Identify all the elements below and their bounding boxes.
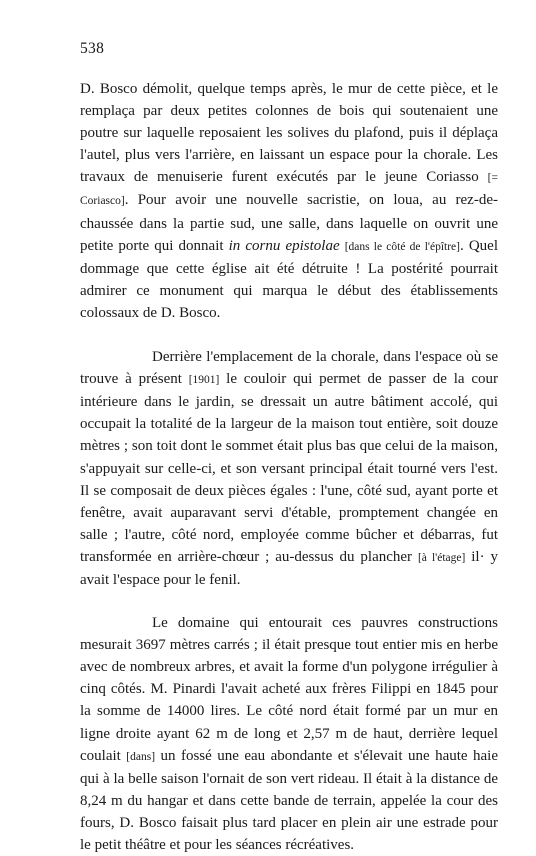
paragraph (80, 78, 498, 324)
text-run: D. Bosco démolit, quelque temps après, le mur de cette pièce, et le remplaça par deux petites colonnes de bois qui soutenaient une poutre sur laquelle reposaient les solives du plafond, puis il déplaça l'autel, plus vers l'arrière, en laissant un espace pour la chorale. Les travaux de menuiserie furent exécutés par le jeune Coriasso (80, 81, 498, 186)
bracketed-note: [à l'étage] (417, 551, 466, 564)
text-run: . Pour avoir une nouvelle sacristie, on loua, au rez-de-chaussée dans la partie sud, une salle, dans laquelle on ouvrit une petite porte qui donnait (80, 192, 498, 254)
paragraph (80, 346, 498, 591)
bracketed-note: [= Coriasco] (80, 172, 498, 208)
paragraph (80, 612, 498, 856)
text-run: Le domaine qui entourait ces pauvres constructions mesurait 3697 mètres carrés ; il était presque tout entier mis en herbe avec de nombreux arbres, et avait la forme d'un polygone irrégulier à cinq côtés. M. Pinardi l'avait acheté aux frères Filippi en 1845 pour la somme de 14000 lires. Le côté nord était formé par un mur en ligne droite ayant 62 m de long et 2,57 m de haut, derrière lequel coulait (80, 615, 498, 764)
bracketed-note: [dans le côté de l'épître] (344, 240, 460, 253)
bracketed-note: [1901] (188, 374, 220, 387)
page-number: 538 (80, 40, 105, 57)
latin-phrase: in cornu epistolae (228, 237, 340, 254)
text-run: un fossé une eau abondante et s'élevait une haute haie qui à la belle saison l'ornait de son vert rideau. Il était à la distance de 8,24 m du hangar et dans cette bande de terrain, appelée la cour des fours, D. Bosco faisait plus tard placer en plein air une estrade pour le petit théâtre et pour les séances récréatives. (80, 747, 498, 853)
text-run: le couloir qui permet de passer de la cour intérieure dans le jardin, se dressait un autre bâtiment accolé, qui occupait la totalité de la largeur de la maison tout entière, soit douze mètres ; son toit dont le sommet était plus bas que celui de la maison, s'appuyait sur celle-ci, et son versant principal était tourné vers l'est. Il se composait de deux pièces égales : l'une, côté sud, ayant porte et fenêtre, avait auparavant servi d'étable, promptement changée en salle ; l'autre, côté nord, employée comme bûcher et débarras, fut transformée en arrière-chœur ; au-dessus du plancher (80, 371, 498, 565)
bracketed-note: [dans] (126, 750, 156, 763)
text-run: . Quel dommage que cette église ait été détruite ! La postérité pourrait admirer ce monument qui marqua le début des établissements colossaux de D. Bosco. (80, 237, 498, 321)
text-run: il· y avait l'espace pour le fenil. (80, 548, 498, 588)
body-text (80, 78, 498, 856)
text-run: Derrière l'emplacement de la chorale, dans l'espace où se trouve à présent (80, 349, 498, 388)
